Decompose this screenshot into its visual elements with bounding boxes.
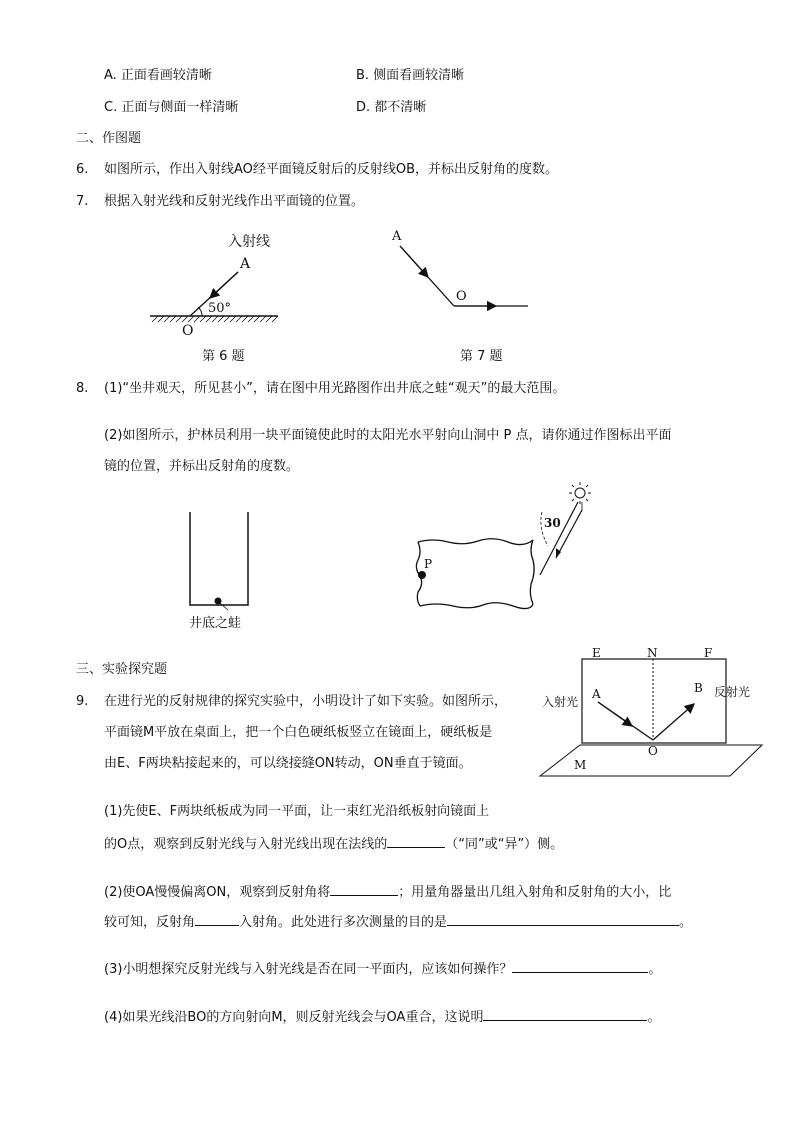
option-c: C. 正面与侧面一样清晰: [104, 100, 239, 115]
q9-p2-blank-3[interactable]: [447, 911, 679, 926]
q9-p1-text-b: （“同”或“异”）侧。: [445, 837, 564, 852]
q9-p2-text-d: 入射角。此处进行多次测量的目的是: [239, 915, 448, 930]
figure-8a-well: [186, 510, 256, 610]
fig6-mirror-hatch: [152, 316, 278, 322]
q9-p3-blank[interactable]: [512, 958, 648, 973]
fig8b-angle: 30: [544, 516, 561, 530]
section-2-title: 二、作图题: [76, 131, 142, 146]
q9-p4-blank[interactable]: [483, 1006, 647, 1021]
q9-number: 9.: [76, 694, 89, 709]
q8-part2-line2: 镜的位置，并标出反射角的度数。: [104, 459, 300, 474]
fig9-incident-label: 入射光: [542, 695, 579, 709]
figure-9: [536, 644, 766, 780]
q7-number: 7.: [76, 194, 89, 209]
fig6-point-o: O: [182, 323, 194, 339]
fig6-point-a: A: [240, 256, 251, 272]
q8-part1: (1)“坐井观天，所见甚小”，请在图中用光路图作出井底之蛙“观天”的最大范围。: [104, 381, 566, 396]
q9-p2-text-c: 较可知，反射角: [104, 915, 196, 930]
q8-part2-line1: (2)如图所示，护林员利用一块平面镜使此时的太阳光水平射向山洞中 P 点，请你通过作图标出平面: [104, 428, 672, 443]
fig9-label-m: M: [574, 758, 587, 772]
q9-p1-line2: [104, 833, 563, 854]
q9-p4-text: (4)如果光线沿BO的方向射向M，则反射光线会与OA重合，这说明: [104, 1010, 484, 1025]
fig6-ray-arrow: [210, 272, 238, 298]
q7-text: 根据入射光线和反射光线作出平面镜的位置。: [104, 194, 365, 209]
q9-p2-blank-1[interactable]: [330, 881, 398, 896]
fig7-caption: 第 7 题: [460, 349, 503, 364]
fig9-incident-arrow: [598, 702, 632, 726]
q9-line2: 平面镜M平放在桌面上，把一个白色硬纸板竖立在镜面上，硬纸板是: [104, 725, 493, 740]
fig6-incident-label: 入射线: [228, 234, 270, 250]
option-d: D. 都不清晰: [356, 100, 427, 115]
q9-p4-end: 。: [647, 1010, 661, 1025]
fig9-reflected-ray: [653, 704, 694, 740]
fig9-label-e: E: [592, 646, 601, 660]
fig7-point-a: A: [392, 229, 402, 244]
point-p-dot: [418, 571, 426, 579]
q9-p3: [104, 958, 661, 979]
q9-p1-answer-blank[interactable]: [387, 833, 445, 848]
q9-p2-line1: [104, 881, 671, 902]
fig9-label-f: F: [704, 646, 713, 660]
q9-p3-end: 。: [648, 962, 662, 977]
cave-top-edge: [418, 539, 533, 545]
sun-icon: [569, 482, 591, 504]
q9-p2-text-e: 。: [679, 915, 693, 930]
fig9-label-a: A: [592, 687, 601, 701]
cave-mouth: [530, 540, 534, 604]
fig8a-caption: 井底之蛙: [189, 616, 242, 631]
fig9-board: [582, 659, 726, 743]
option-b: B. 侧面看画较清晰: [356, 68, 465, 83]
q9-p3-text: (3)小明想探究反射光线与入射光线是否在同一平面内，应该如何操作？: [104, 962, 513, 977]
fig6-angle-label: 50°: [208, 301, 232, 316]
q9-p2-line2: [104, 911, 692, 932]
fig9-label-b: B: [694, 681, 703, 695]
q9-line3: 由E、F两块粘接起来的，可以绕接缝ON转动，ON垂直于镜面。: [104, 756, 472, 771]
q9-p1-line1: (1)先使E、F两块纸板成为同一平面，让一束红光沿纸板射向镜面上: [104, 804, 490, 819]
fig7-point-o: O: [456, 289, 467, 304]
q9-p2-blank-2[interactable]: [195, 911, 239, 926]
option-a: A. 正面看画较清晰: [104, 68, 212, 83]
fig9-label-o: O: [648, 744, 658, 758]
q9-p2-text-a: (2)使OA慢慢偏离ON，观察到反射角将: [104, 885, 331, 900]
q9-p2-text-b: ；用量角器量出几组入射角和反射角的大小，比: [398, 885, 672, 900]
section-3-title: 三、实验探究题: [76, 662, 168, 677]
figure-7: [388, 226, 538, 316]
cliff-line: [540, 502, 578, 575]
q8-number: 8.: [76, 381, 89, 396]
figure-6: [140, 228, 300, 340]
fig8b-point-p: P: [424, 557, 433, 571]
q9-p1-text-a: 的O点，观察到反射光线与入射光线出现在法线的: [104, 837, 388, 852]
fig9-label-n: N: [647, 646, 658, 660]
well-walls: [190, 512, 248, 605]
fig9-reflected-label: 反射光: [714, 685, 751, 699]
fig6-caption: 第 6 题: [202, 349, 245, 364]
q6-number: 6.: [76, 162, 89, 177]
q9-p4: [104, 1006, 660, 1027]
cave-bottom-edge: [420, 603, 533, 609]
q9-line1: 在进行光的反射规律的探究实验中，小明设计了如下实验。如图所示，: [104, 694, 508, 709]
q6-text: 如图所示，作出入射线AO经平面镜反射后的反射线OB，并标出反射角的度数。: [104, 162, 559, 177]
fig7-incident-arrow: [400, 246, 428, 277]
figure-8b-cave: [408, 480, 598, 615]
